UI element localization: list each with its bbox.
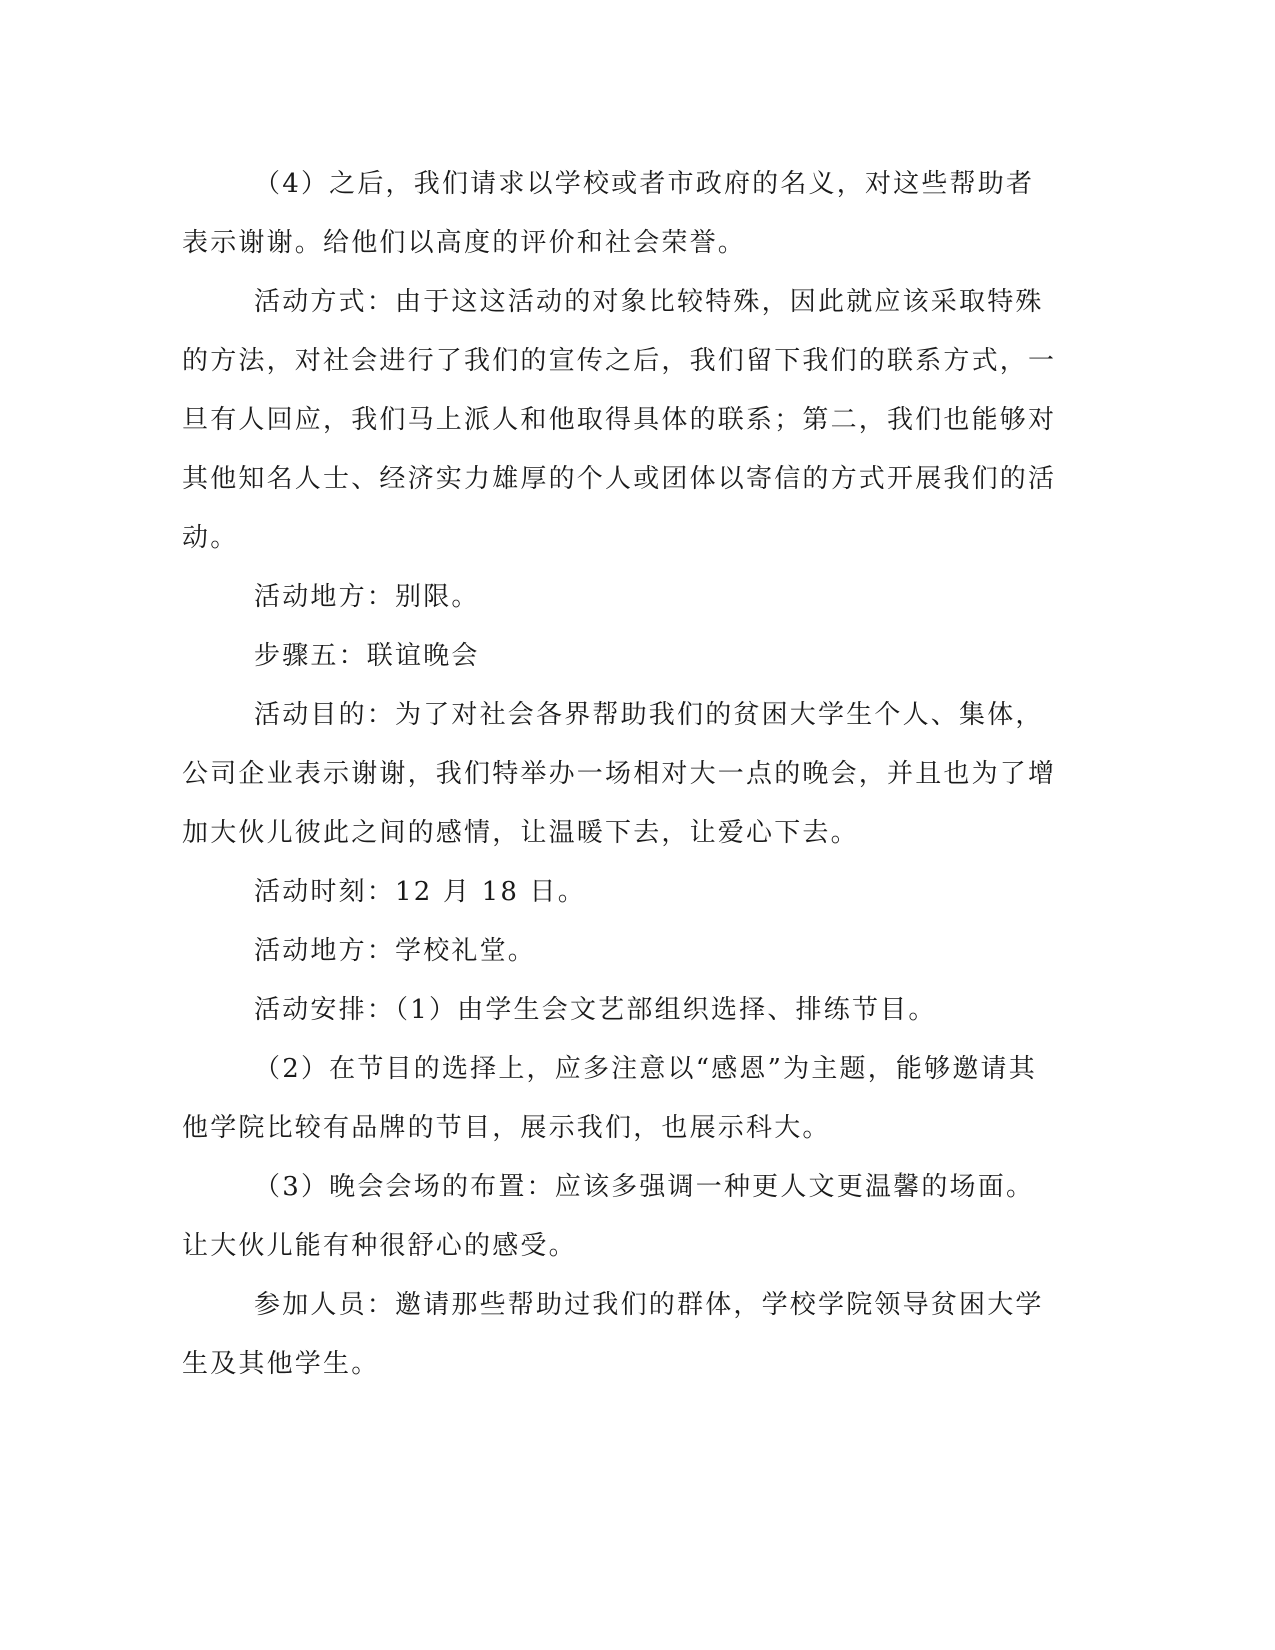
paragraph-activity-venue: 活动地方：学校礼堂。 — [254, 936, 537, 966]
paragraph-activity-place: 活动地方：别限。 — [254, 582, 480, 612]
paragraph-venue-layout: （3）晚会会场的布置：应该多强调一种更人文更温馨的场面。让大伙儿能有种很舒心的感受。 — [182, 1172, 1035, 1261]
paragraph-thanks: （4）之后，我们请求以学校或者市政府的名义，对这些帮助者表示谢谢。给他们以高度的评价和社会荣誉。 — [182, 169, 1035, 258]
paragraph-activity-arrangement: 活动安排：（1）由学生会文艺部组织选择、排练节目。 — [254, 995, 937, 1025]
paragraph-program-selection: （2）在节目的选择上，应多注意以“感恩”为主题，能够邀请其他学院比较有品牌的节目，展示我们，也展示科大。 — [182, 1054, 1037, 1143]
paragraph-participants: 参加人员：邀请那些帮助过我们的群体，学校学院领导贫困大学生及其他学生。 — [182, 1290, 1044, 1379]
paragraph-activity-time: 活动时刻：12 月 18 日。 — [254, 877, 586, 907]
paragraph-activity-method: 活动方式：由于这这活动的对象比较特殊，因此就应该采取特殊的方法，对社会进行了我们的宣传之后，我们留下我们的联系方式，一旦有人回应，我们马上派人和他取得具体的联系；第二，我们也能够对其他知名人士、经济实力雄厚的个人或团体以寄信的方式开展我们的活动。 — [182, 287, 1057, 553]
document-body — [182, 155, 1062, 1394]
paragraph-activity-purpose: 活动目的：为了对社会各界帮助我们的贫困大学生个人、集体，公司企业表示谢谢，我们特举办一场相对大一点的晚会，并且也为了增加大伙儿彼此之间的感情，让温暖下去，让爱心下去。 — [182, 700, 1057, 848]
paragraph-step-five: 步骤五：联谊晚会 — [254, 641, 480, 671]
